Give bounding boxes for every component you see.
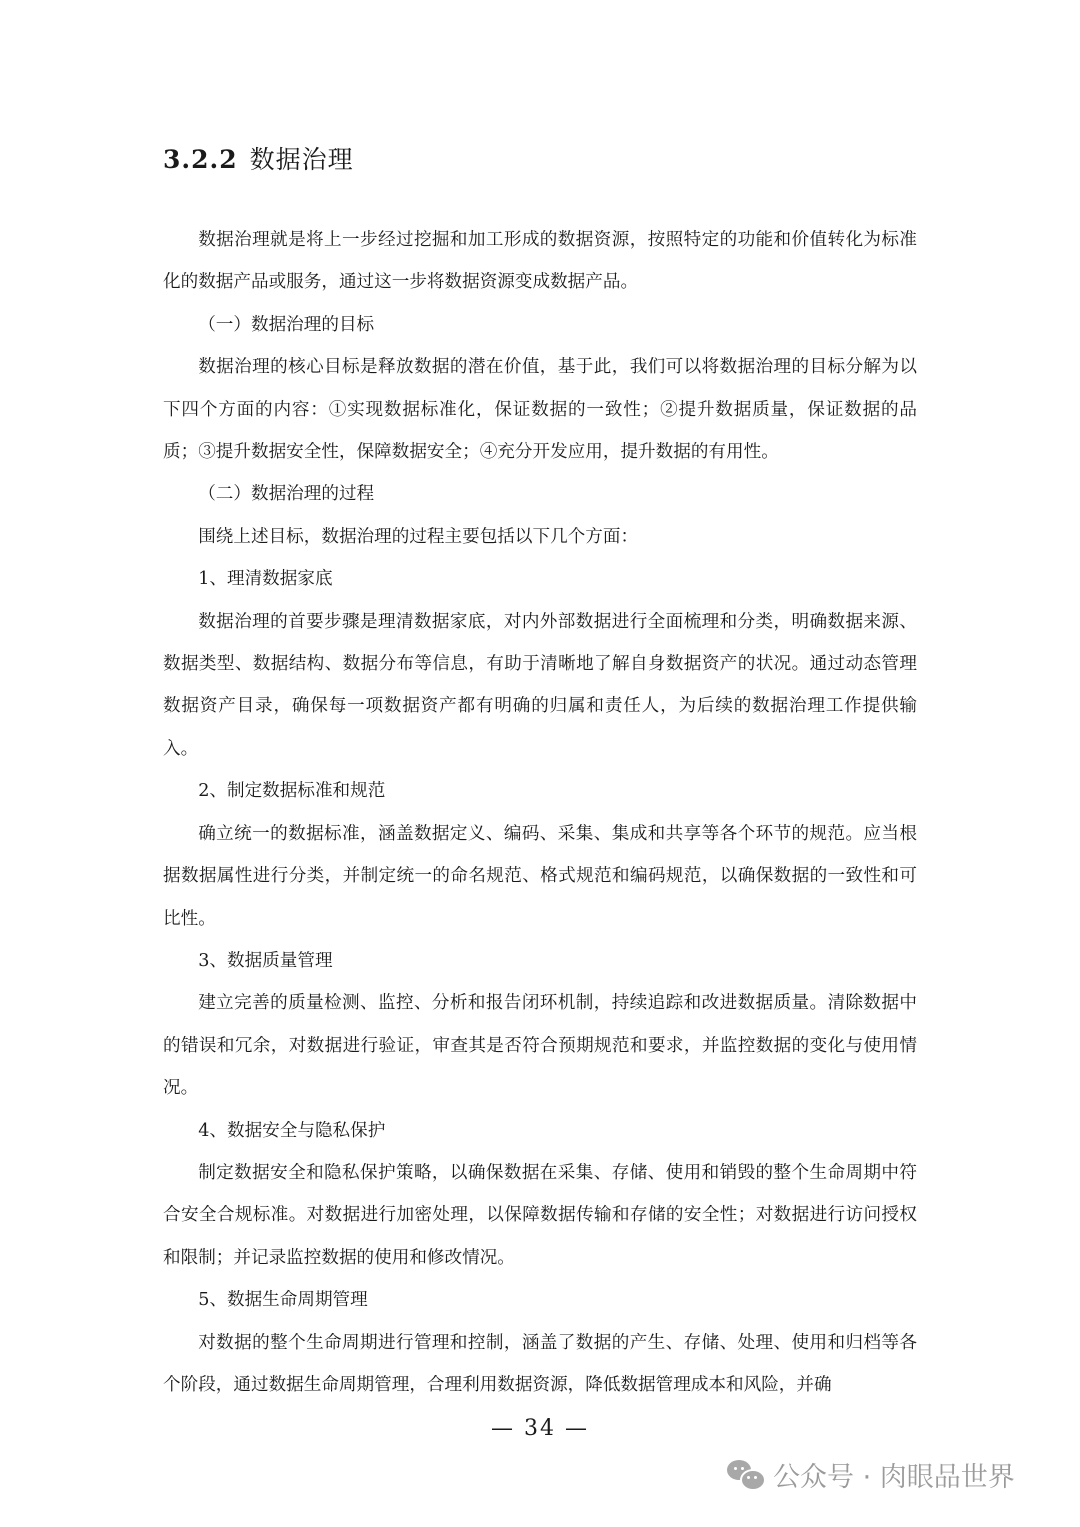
body-text (163, 219, 917, 1406)
paragraph-item-4: 制定数据安全和隐私保护策略，以确保数据在采集、存储、使用和销毁的整个生命周期中符合安全合规标准。对数据进行加密处理，以保障数据传输和存储的安全性；对数据进行访问授权和限制；并记录监控数据的使用和修改情况。 (163, 1162, 917, 1268)
item-heading-5: 5、数据生命周期管理 (198, 1290, 368, 1311)
section-heading (163, 140, 354, 176)
item-heading-4: 4、数据安全与隐私保护 (198, 1120, 386, 1141)
section-number: 3.2.2 (163, 145, 238, 174)
watermark (727, 1455, 1015, 1494)
item-heading-2: 2、制定数据标准和规范 (198, 781, 386, 802)
paragraph-intro: 数据治理就是将上一步经过挖掘和加工形成的数据资源，按照特定的功能和价值转化为标准化的数据产品或服务，通过这一步将数据资源变成数据产品。 (163, 230, 917, 293)
subheading-process: （二）数据治理的过程 (198, 484, 375, 505)
subheading-goals: （一）数据治理的目标 (198, 314, 375, 335)
paragraph-goals: 数据治理的核心目标是释放数据的潜在价值，基于此，我们可以将数据治理的目标分解为以下四个方面的内容：①实现数据标准化，保证数据的一致性；②提升数据质量，保证数据的品质；③提升数据安全性，保障数据安全；④充分开发应用，提升数据的有用性。 (163, 357, 917, 463)
section-title: 数据治理 (249, 145, 354, 174)
paragraph-item-5: 对数据的整个生命周期进行管理和控制，涵盖了数据的产生、存储、处理、使用和归档等各个阶段，通过数据生命周期管理，合理利用数据资源，降低数据管理成本和风险，并确 (163, 1332, 917, 1395)
paragraph-process-intro: 围绕上述目标，数据治理的过程主要包括以下几个方面： (198, 526, 639, 547)
item-heading-3: 3、数据质量管理 (198, 950, 333, 971)
watermark-text: 公众号 · 肉眼品世界 (773, 1462, 1015, 1493)
paragraph-item-2: 确立统一的数据标准，涵盖数据定义、编码、采集、集成和共享等各个环节的规范。应当根据数据属性进行分类，并制定统一的命名规范、格式规范和编码规范，以确保数据的一致性和可比性。 (163, 823, 917, 929)
paragraph-item-1: 数据治理的首要步骤是理清数据家底，对内外部数据进行全面梳理和分类，明确数据来源、数据类型、数据结构、数据分布等信息，有助于清晰地了解自身数据资产的状况。通过动态管理数据资产目录，确保每一项数据资产都有明确的归属和责任人，为后续的数据治理工作提供输入。 (163, 611, 917, 759)
item-heading-1: 1、理清数据家底 (198, 569, 333, 590)
paragraph-item-3: 建立完善的质量检测、监控、分析和报告闭环机制，持续追踪和改进数据质量。清除数据中的错误和冗余，对数据进行验证，审查其是否符合预期规范和要求，并监控数据的变化与使用情况。 (163, 993, 917, 1099)
page-number: — 34 — (491, 1416, 589, 1441)
wechat-icon (727, 1458, 765, 1492)
